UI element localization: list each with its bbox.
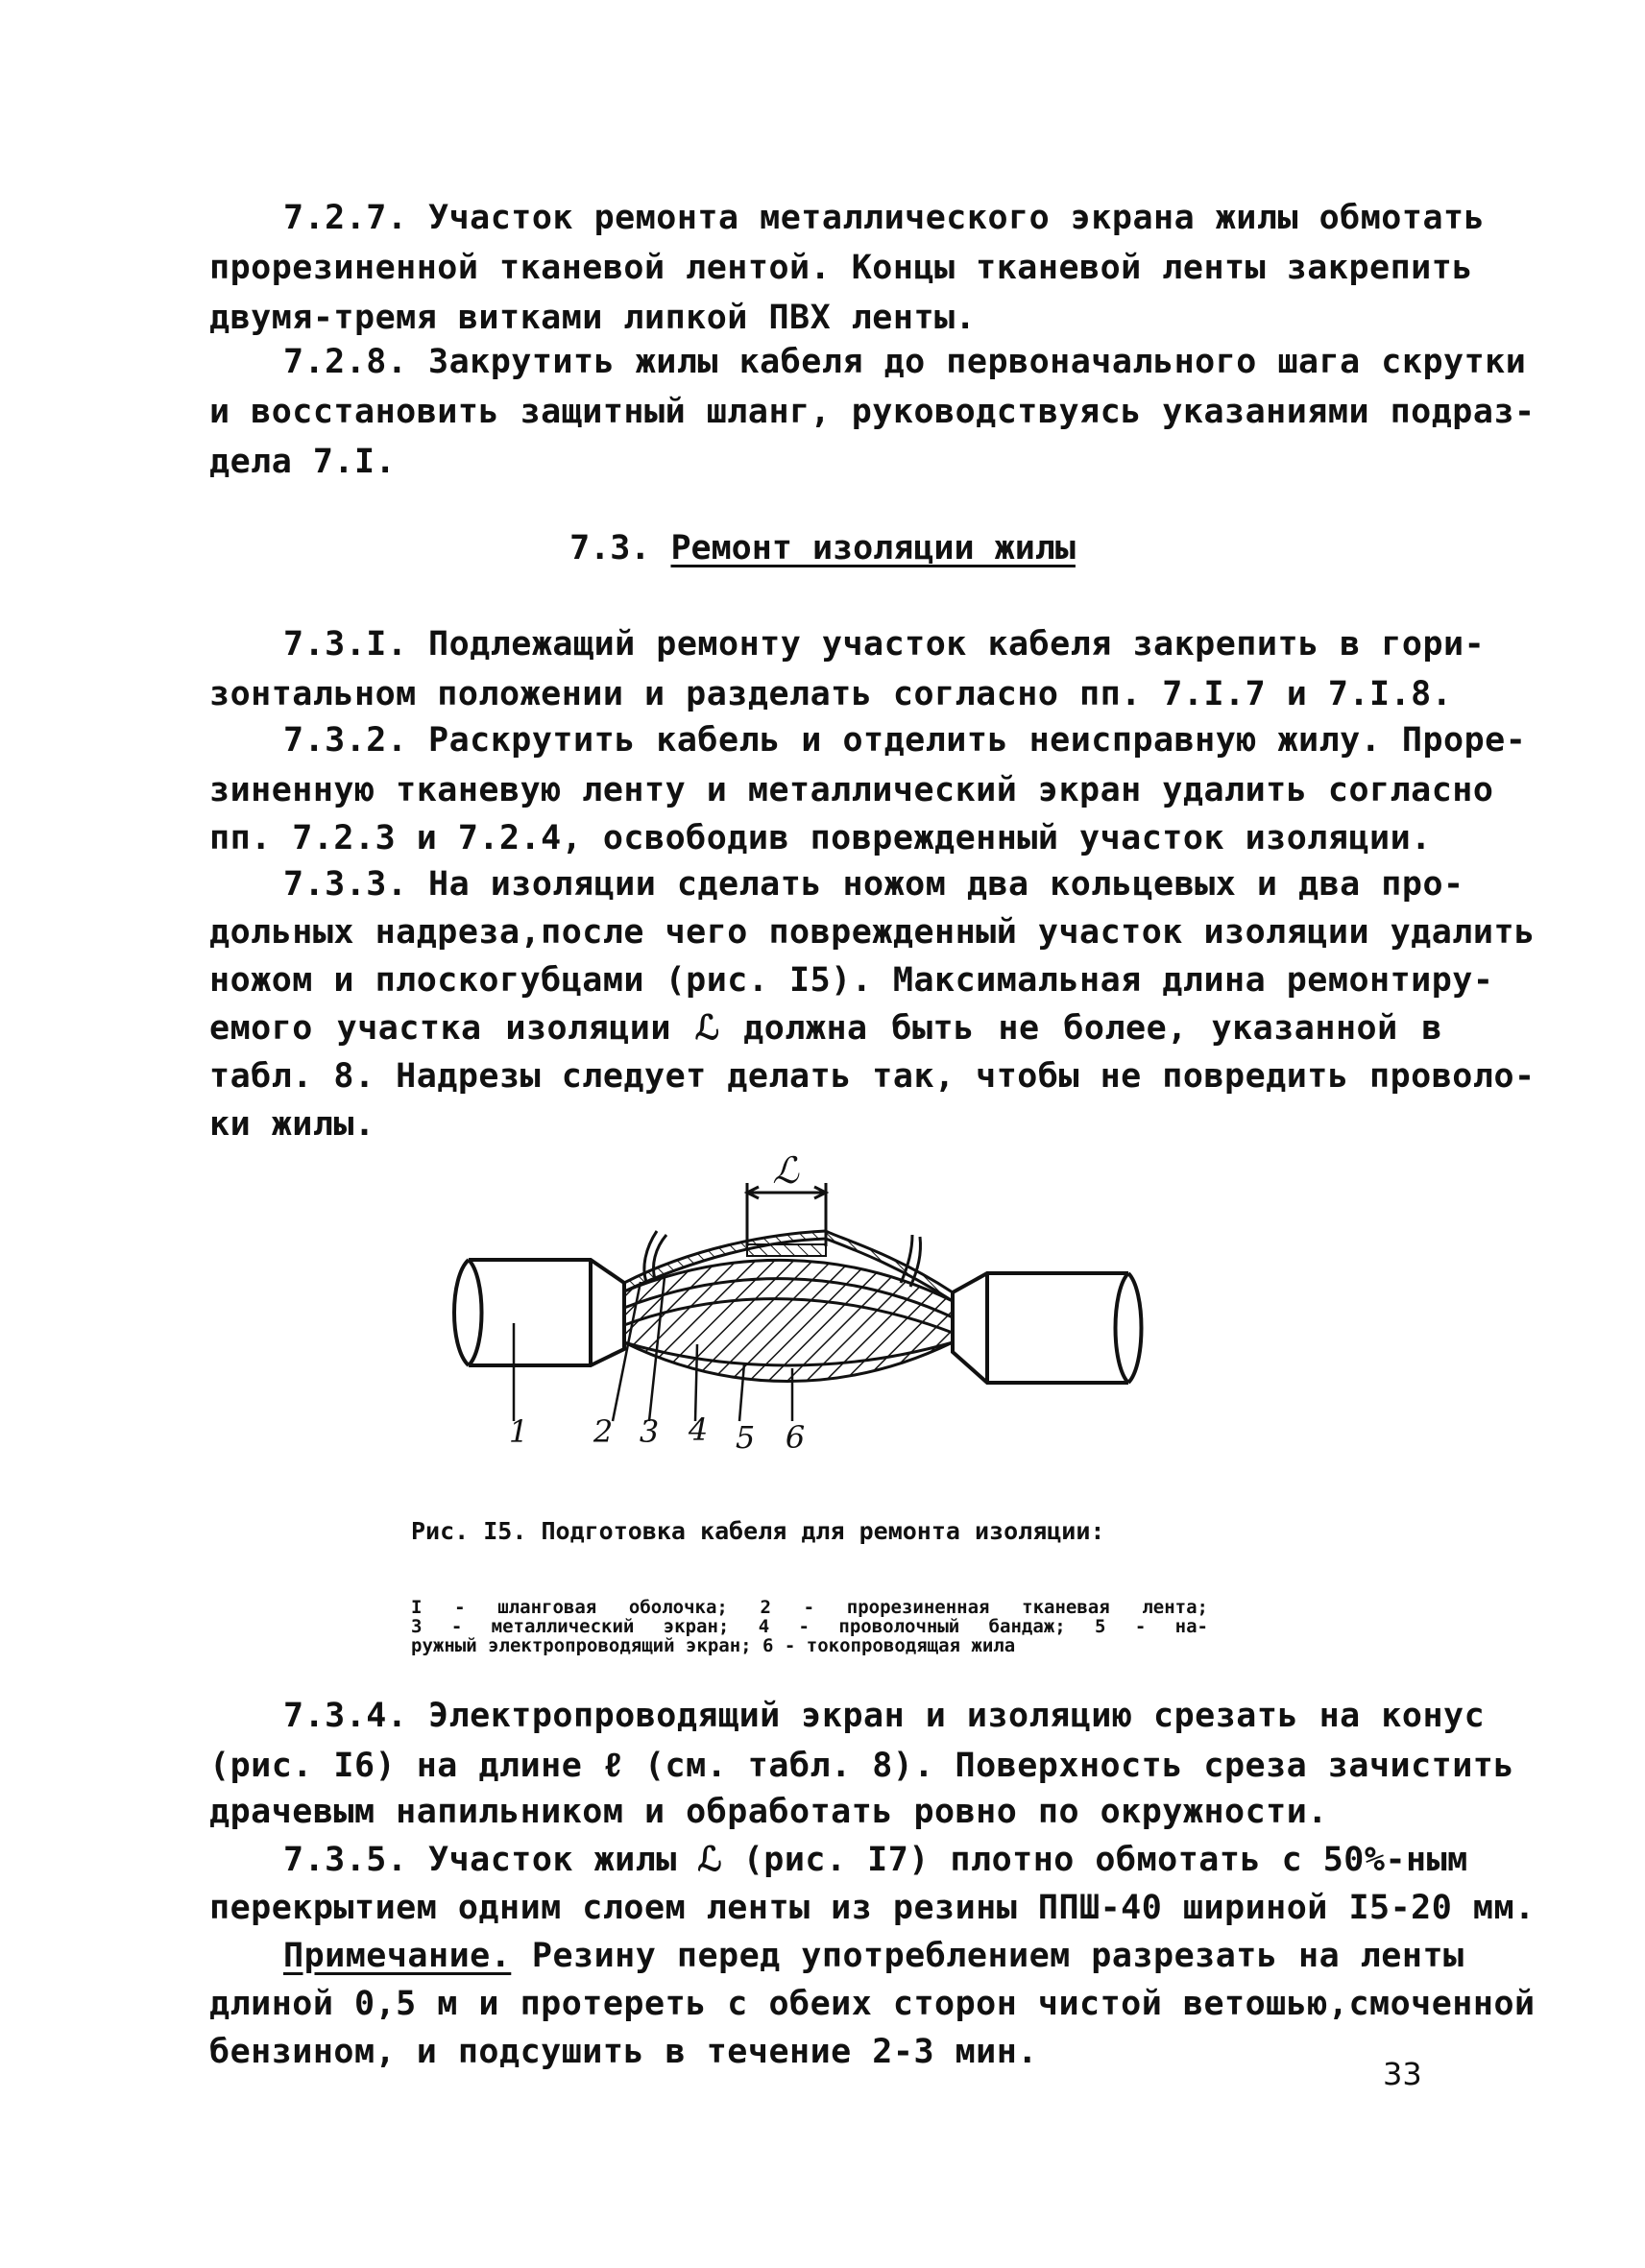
paragraph-7-3-1-line-1: 7.3.I. Подлежащий ремонту участок кабеля закрепить в гори- bbox=[283, 625, 1486, 664]
paragraph-7-3-4-line-3: драчевым напильником и обработать ровно по окружности. bbox=[209, 1793, 1328, 1831]
paragraph-7-2-7-line-2: прорезиненной тканевой лентой. Концы тканевой ленты закрепить bbox=[209, 249, 1473, 287]
paragraph-7-3-3-line-5: табл. 8. Надрезы следует делать так, чтобы не повредить проволо- bbox=[209, 1057, 1536, 1096]
figure-label-6: 6 bbox=[785, 1419, 806, 1456]
paragraph-7-3-3-line-4: емого участка изоляции ℒ должна быть не более, указанной в bbox=[209, 1009, 1442, 1048]
paragraph-7-2-8-line-3: дела 7.I. bbox=[209, 443, 397, 481]
paragraph-7-3-3-line-1: 7.3.3. На изоляции сделать ножом два кольцевых и два про- bbox=[283, 865, 1464, 904]
paragraph-7-3-5-line-1: 7.3.5. Участок жилы ℒ (рис. I7) плотно обмотать с 50%-ным bbox=[283, 1841, 1468, 1879]
paragraph-7-3-3-line-3: ножом и плоскогубцами (рис. I5). Максимальная длина ремонтиру- bbox=[209, 961, 1494, 1000]
paragraph-7-2-8-line-1: 7.2.8. Закрутить жилы кабеля до первоначального шага скрутки bbox=[283, 343, 1527, 381]
paragraph-7-2-8-line-2: и восстановить защитный шланг, руководствуясь указаниями подраз- bbox=[209, 393, 1536, 431]
right-cable-sheath bbox=[953, 1273, 1142, 1383]
paragraph-7-3-1-line-2: зонтальном положении и разделать согласно пп. 7.I.7 и 7.I.8. bbox=[209, 675, 1453, 713]
figure-legend-line-3: ружный электропроводящий экран; 6 - токопроводящая жила bbox=[411, 1635, 1016, 1656]
figure-legend-line-1: I - шланговая оболочка; 2 - прорезиненная тканевая лента; bbox=[411, 1597, 1208, 1618]
paragraph-7-3-2-line-1: 7.3.2. Раскрутить кабель и отделить неисправную жилу. Проре- bbox=[283, 721, 1527, 760]
note-line-2: длиной 0,5 м и протереть с обеих сторон чистой ветошью,смоченной bbox=[209, 1985, 1536, 2023]
note-text-1: Резину перед употреблением разрезать на ленты bbox=[511, 1937, 1464, 1975]
figure-caption: Рис. I5. Подготовка кабеля для ремонта изоляции: bbox=[411, 1517, 1105, 1545]
paragraph-7-3-4-line-2: (рис. I6) на длине ℓ (см. табл. 8). Поверхность среза зачистить bbox=[209, 1747, 1514, 1785]
paragraph-7-2-7-line-1: 7.2.7. Участок ремонта металлического экрана жилы обмотать bbox=[283, 199, 1486, 237]
page-number: 33 bbox=[1383, 2056, 1422, 2092]
paragraph-7-3-2-line-3: пп. 7.2.3 и 7.2.4, освободив поврежденный участок изоляции. bbox=[209, 819, 1432, 857]
cable-core-layers bbox=[624, 1231, 953, 1382]
figure-label-4: 4 bbox=[688, 1411, 709, 1448]
figure-label-1: 1 bbox=[508, 1413, 529, 1450]
note-label: Примечание. bbox=[283, 1937, 512, 1975]
figure-label-3: 3 bbox=[639, 1413, 660, 1450]
figure-legend-line-2: 3 - металлический экран; 4 - проволочный бандаж; 5 - на- bbox=[411, 1616, 1208, 1637]
note-line-1 bbox=[283, 1932, 1464, 1980]
figure-label-5: 5 bbox=[735, 1419, 756, 1456]
paragraph-7-3-5-line-2: перекрытием одним слоем ленты из резины ППШ-40 шириной I5-20 мм. bbox=[209, 1889, 1536, 1927]
section-heading: Ремонт изоляции жилы bbox=[670, 529, 1076, 567]
section-number: 7.3. bbox=[569, 529, 651, 567]
figure-label-2: 2 bbox=[593, 1413, 614, 1450]
paragraph-7-2-7-line-3: двумя-тремя витками липкой ПВХ ленты. bbox=[209, 299, 977, 337]
paragraph-7-3-2-line-2: зиненную тканевую ленту и металлический экран удалить согласно bbox=[209, 771, 1494, 809]
paragraph-7-3-3-line-6: ки жилы. bbox=[209, 1105, 375, 1144]
length-label: ℒ bbox=[772, 1149, 799, 1192]
paragraph-7-3-4-line-1: 7.3.4. Электропроводящий экран и изоляцию срезать на конус bbox=[283, 1697, 1486, 1735]
paragraph-7-3-3-line-2: дольных надреза,после чего поврежденный участок изоляции удалить bbox=[209, 913, 1536, 952]
note-line-3: бензином, и подсушить в течение 2-3 мин. bbox=[209, 2033, 1038, 2071]
left-cable-sheath bbox=[454, 1260, 624, 1365]
